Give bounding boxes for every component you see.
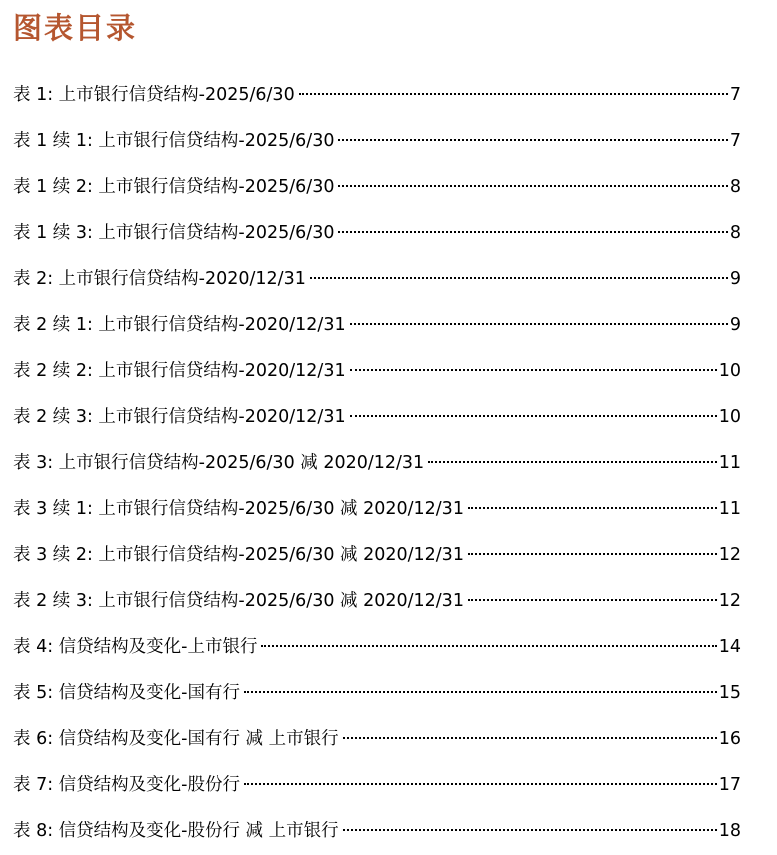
toc-entry[interactable] [13,440,741,486]
toc-dot-leader [310,277,728,279]
toc-entry-label: 表 3: 上市银行信贷结构-2025/6/30 减 2020/12/31 [13,453,425,473]
toc-entry[interactable] [13,808,741,854]
toc-entry-page: 15 [718,683,741,703]
toc-entry-label: 表 3 续 2: 上市银行信贷结构-2025/6/30 减 2020/12/31 [13,545,464,565]
toc-entry-page: 9 [729,269,741,289]
toc-entry[interactable] [13,256,741,302]
toc-entry-label: 表 2 续 1: 上市银行信贷结构-2020/12/31 [13,315,346,335]
toc-entry[interactable] [13,762,741,808]
toc-entry-label: 表 2 续 3: 上市银行信贷结构-2025/6/30 减 2020/12/31 [13,591,464,611]
toc-dot-leader [299,93,728,95]
toc-dot-leader [244,783,717,785]
toc-entry[interactable] [13,624,741,670]
toc-entry[interactable] [13,670,741,716]
toc-entry[interactable] [13,302,741,348]
toc-entry-page: 17 [718,775,741,795]
toc-entry-page: 7 [729,131,741,151]
toc-list [13,72,741,854]
toc-dot-leader [338,185,727,187]
toc-dot-leader [338,231,727,233]
toc-entry[interactable] [13,716,741,762]
toc-title: 图表目录 [13,11,138,45]
toc-entry[interactable] [13,578,741,624]
toc-entry[interactable] [13,164,741,210]
toc-entry-label: 表 8: 信贷结构及变化-股份行 减 上市银行 [13,821,339,841]
toc-entry[interactable] [13,532,741,578]
toc-entry-label: 表 1 续 2: 上市银行信贷结构-2025/6/30 [13,177,335,197]
toc-entry-label: 表 1 续 1: 上市银行信贷结构-2025/6/30 [13,131,335,151]
toc-entry[interactable] [13,394,741,440]
toc-entry-page: 8 [729,177,741,197]
toc-entry-page: 8 [729,223,741,243]
toc-entry-page: 9 [729,315,741,335]
toc-entry[interactable] [13,72,741,118]
toc-entry-page: 16 [718,729,741,749]
toc-entry-label: 表 5: 信贷结构及变化-国有行 [13,683,240,703]
toc-dot-leader [468,599,717,601]
toc-dot-leader [350,323,728,325]
toc-dot-leader [468,553,717,555]
toc-entry[interactable] [13,486,741,532]
toc-entry-page: 12 [718,591,741,611]
toc-entry-page: 10 [718,361,741,381]
toc-dot-leader [338,139,727,141]
toc-dot-leader [468,507,717,509]
toc-entry-page: 10 [718,407,741,427]
toc-dot-leader [261,645,716,647]
toc-entry-label: 表 1 续 3: 上市银行信贷结构-2025/6/30 [13,223,335,243]
toc-entry-page: 7 [729,85,741,105]
toc-dot-leader [343,829,717,831]
toc-dot-leader [428,461,717,463]
toc-entry-label: 表 4: 信贷结构及变化-上市银行 [13,637,258,657]
toc-entry[interactable] [13,210,741,256]
toc-entry-label: 表 7: 信贷结构及变化-股份行 [13,775,240,795]
toc-entry-label: 表 2 续 2: 上市银行信贷结构-2020/12/31 [13,361,346,381]
toc-dot-leader [350,415,717,417]
toc-dot-leader [350,369,717,371]
toc-entry-label: 表 2: 上市银行信贷结构-2020/12/31 [13,269,306,289]
toc-entry-label: 表 3 续 1: 上市银行信贷结构-2025/6/30 减 2020/12/31 [13,499,464,519]
toc-entry-page: 18 [718,821,741,841]
toc-entry[interactable] [13,348,741,394]
toc-entry[interactable] [13,118,741,164]
toc-entry-label: 表 1: 上市银行信贷结构-2025/6/30 [13,85,295,105]
toc-dot-leader [343,737,717,739]
toc-entry-label: 表 2 续 3: 上市银行信贷结构-2020/12/31 [13,407,346,427]
toc-entry-page: 12 [718,545,741,565]
toc-dot-leader [244,691,717,693]
toc-entry-page: 14 [718,637,741,657]
toc-entry-page: 11 [718,499,741,519]
toc-entry-label: 表 6: 信贷结构及变化-国有行 减 上市银行 [13,729,339,749]
toc-entry-page: 11 [718,453,741,473]
